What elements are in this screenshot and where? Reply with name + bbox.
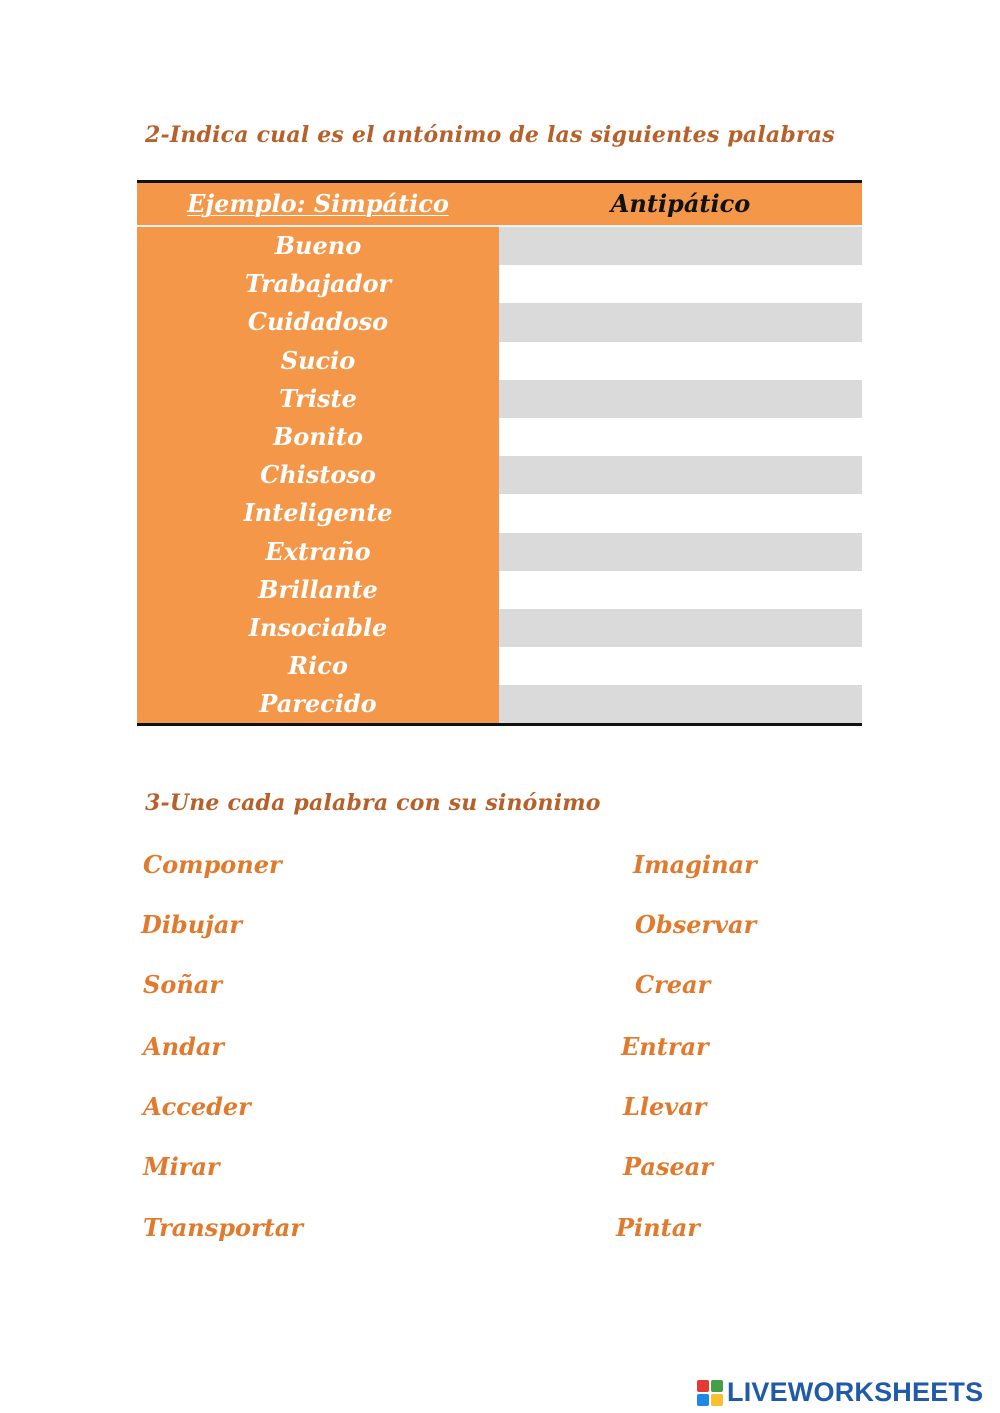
- liveworksheets-logo: [697, 1377, 983, 1408]
- antonym-word: Insociable: [137, 609, 499, 647]
- antonym-word: Trabajador: [137, 265, 499, 303]
- table-row: [137, 533, 862, 571]
- antonym-word: Inteligente: [137, 494, 499, 532]
- antonym-answer-input[interactable]: [499, 303, 862, 341]
- match-left-word[interactable]: Soñar: [143, 970, 222, 999]
- match-left-word[interactable]: Transportar: [143, 1213, 303, 1242]
- antonym-word: Bonito: [137, 418, 499, 456]
- table-row: [137, 685, 862, 723]
- table-row: [137, 609, 862, 647]
- section-3-title: 3-Une cada palabra con su sinónimo: [145, 790, 601, 816]
- match-left-word[interactable]: Componer: [143, 850, 282, 879]
- antonym-word: Rico: [137, 647, 499, 685]
- antonym-answer-input[interactable]: [499, 265, 862, 303]
- antonym-answer-input[interactable]: [499, 494, 862, 532]
- antonym-answer-input[interactable]: [499, 342, 862, 380]
- match-right-word[interactable]: Entrar: [621, 1032, 709, 1061]
- antonym-table-header: [137, 183, 862, 227]
- table-row: [137, 303, 862, 341]
- antonym-word: Triste: [137, 380, 499, 418]
- antonym-word: Extraño: [137, 533, 499, 571]
- match-left-word[interactable]: Mirar: [143, 1152, 220, 1181]
- antonym-word: Bueno: [137, 227, 499, 265]
- match-left-word[interactable]: Acceder: [143, 1092, 251, 1121]
- antonym-answer-input[interactable]: [499, 571, 862, 609]
- antonym-word: Sucio: [137, 342, 499, 380]
- antonym-word: Chistoso: [137, 456, 499, 494]
- antonym-answer-input[interactable]: [499, 227, 862, 265]
- table-row: [137, 227, 862, 265]
- header-example-word: Ejemplo: Simpático: [187, 189, 449, 218]
- match-left-word[interactable]: Andar: [143, 1032, 225, 1061]
- match-right-word[interactable]: Crear: [635, 970, 711, 999]
- header-example-answer: Antipático: [610, 189, 751, 218]
- antonym-answer-input[interactable]: [499, 609, 862, 647]
- antonym-word: Parecido: [137, 685, 499, 723]
- table-row: [137, 494, 862, 532]
- table-row: [137, 647, 862, 685]
- match-right-word[interactable]: Imaginar: [633, 850, 757, 879]
- table-row: [137, 380, 862, 418]
- antonym-word: Brillante: [137, 571, 499, 609]
- match-left-word[interactable]: Dibujar: [141, 910, 243, 939]
- logo-squares-icon: [697, 1380, 723, 1406]
- antonym-answer-input[interactable]: [499, 456, 862, 494]
- table-row: [137, 418, 862, 456]
- match-right-word[interactable]: Observar: [635, 910, 757, 939]
- table-row: [137, 571, 862, 609]
- antonym-table: [137, 180, 862, 726]
- table-row: [137, 456, 862, 494]
- antonym-word: Cuidadoso: [137, 303, 499, 341]
- logo-text: LIVEWORKSHEETS: [727, 1377, 984, 1407]
- table-row: [137, 342, 862, 380]
- table-row: [137, 265, 862, 303]
- antonym-answer-input[interactable]: [499, 418, 862, 456]
- antonym-answer-input[interactable]: [499, 380, 862, 418]
- antonym-answer-input[interactable]: [499, 647, 862, 685]
- antonym-answer-input[interactable]: [499, 533, 862, 571]
- match-right-word[interactable]: Llevar: [623, 1092, 707, 1121]
- section-2-title: 2-Indica cual es el antónimo de las siguientes palabras: [145, 122, 835, 148]
- antonym-answer-input[interactable]: [499, 685, 862, 723]
- match-right-word[interactable]: Pasear: [623, 1152, 713, 1181]
- antonym-rows: [137, 227, 862, 723]
- match-right-word[interactable]: Pintar: [616, 1213, 700, 1242]
